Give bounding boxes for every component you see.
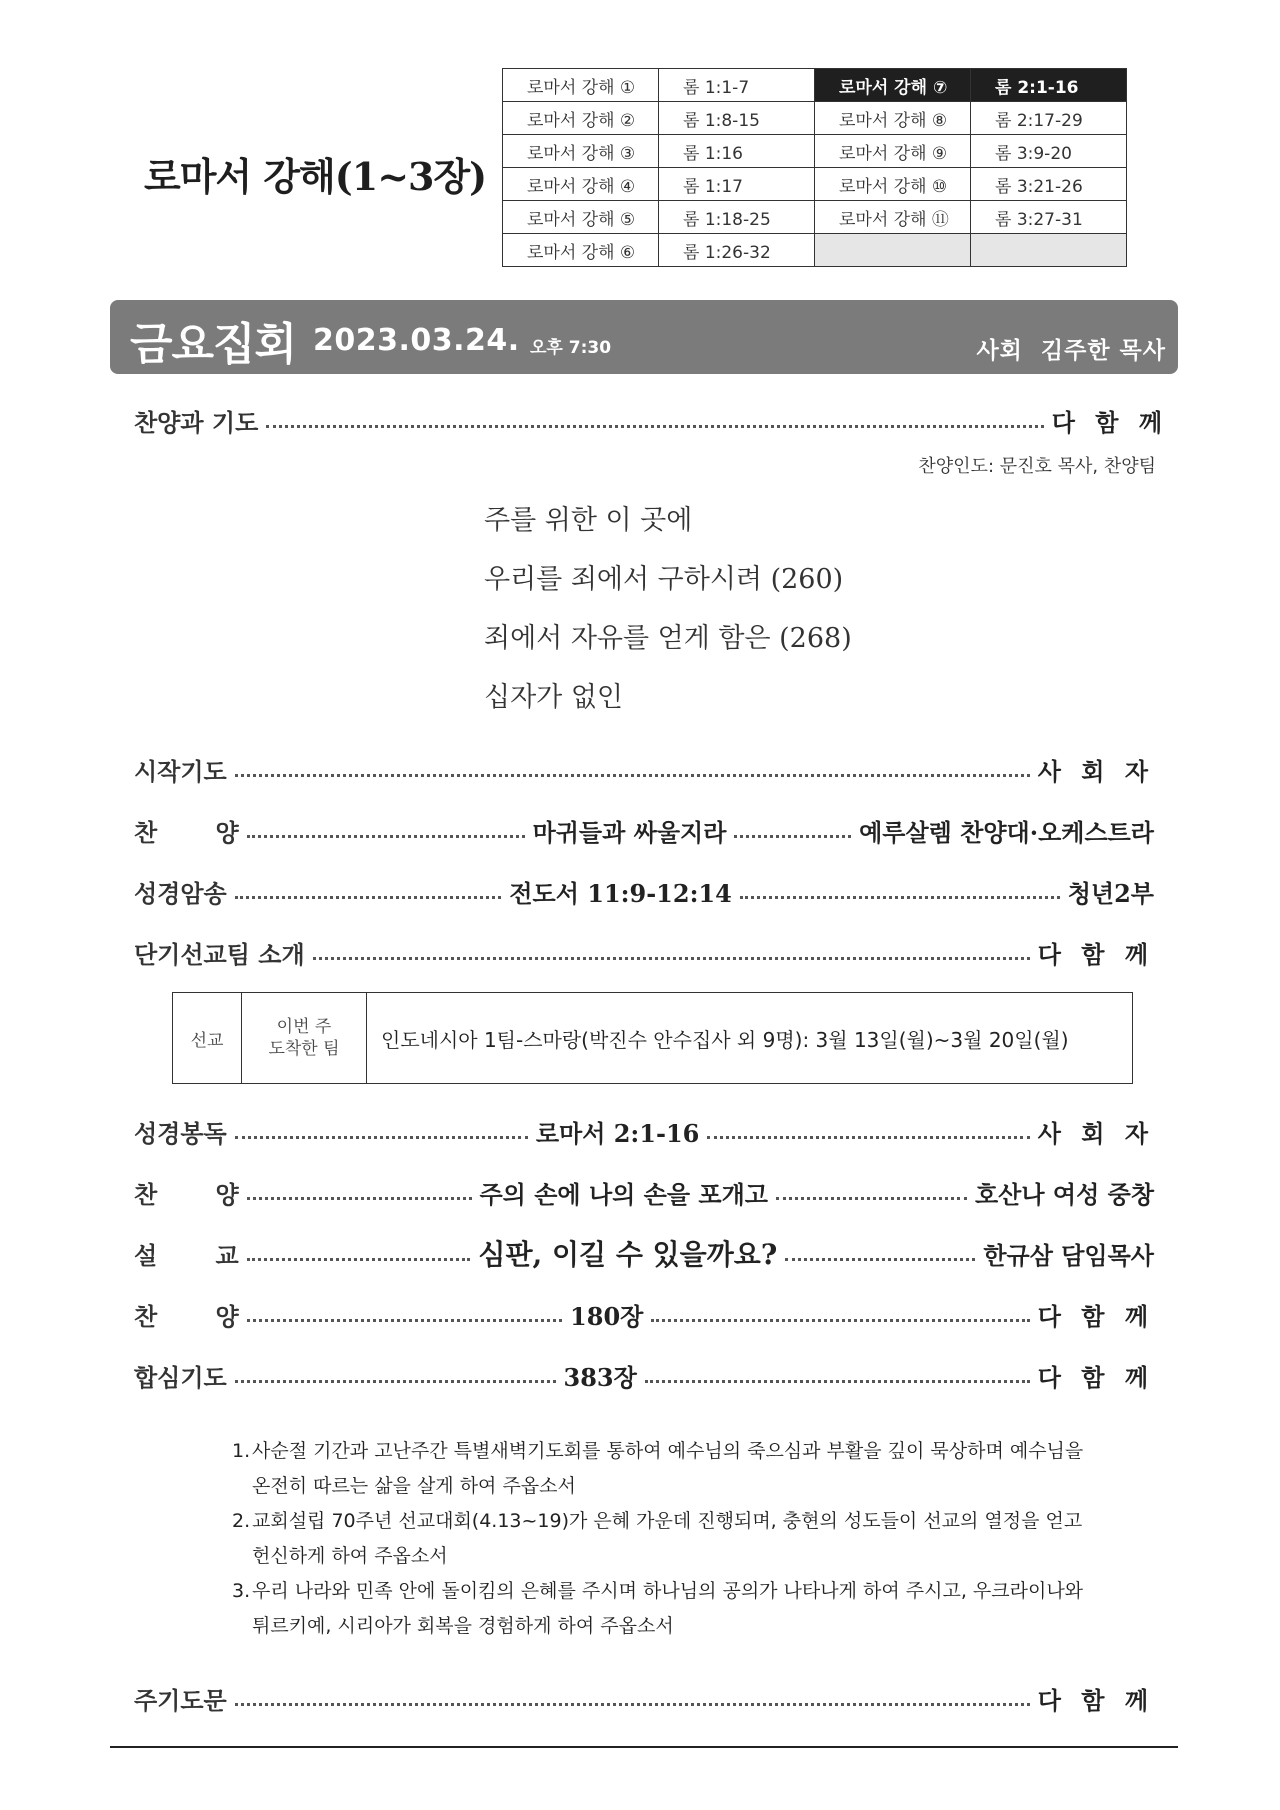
- table-cell: 로마서 강해 ①: [503, 69, 659, 102]
- prayer-number: 2.: [232, 1510, 251, 1532]
- order-right: 한규삼 담임목사: [983, 1240, 1154, 1270]
- order-label: 설 교: [134, 1240, 239, 1270]
- prayer-line: 튀르키예, 시리아가 회복을 경험하게 하여 주옵소서: [252, 1615, 674, 1637]
- order-right: 다 함 께: [1051, 407, 1168, 437]
- series-title: 로마서 강해(1~3장): [144, 154, 487, 199]
- table-cell: 로마서 강해 ⑤: [503, 201, 659, 234]
- table-cell: 롬 3:21-26: [971, 168, 1127, 201]
- table-row: [503, 102, 1127, 135]
- order-item-praise: [134, 1172, 1154, 1212]
- table-row: [173, 993, 1133, 1084]
- leader-dots: [247, 1258, 471, 1261]
- meeting-date: 2023.03.24.: [313, 323, 520, 358]
- table-cell: 롬 3:9-20: [971, 135, 1127, 168]
- order-item-lords-prayer: [134, 1678, 1154, 1718]
- leader-dots: [235, 1136, 528, 1139]
- series-table: [502, 68, 1127, 267]
- mission-detail: 인도네시아 1팀-스마랑(박진수 안수집사 외 9명): 3월 13일(월)~3월 20일(월): [367, 993, 1133, 1084]
- table-cell: 로마서 강해 ⑧: [815, 102, 971, 135]
- order-label: 찬양과 기도: [134, 407, 259, 437]
- order-middle: 로마서 2:1-16: [535, 1118, 700, 1148]
- order-label: 합심기도: [134, 1362, 227, 1392]
- order-right: 청년2부: [1067, 878, 1154, 908]
- table-cell: 롬 1:8-15: [659, 102, 815, 135]
- order-middle: 주의 손에 나의 손을 포개고: [479, 1179, 768, 1209]
- order-item-mission-intro: [134, 932, 1154, 972]
- prayer-item: [232, 1434, 1112, 1504]
- meeting-host: 사회 김주한 목사: [976, 338, 1166, 364]
- table-cell: 로마서 강해 ⑨: [815, 135, 971, 168]
- table-cell: 로마서 강해 ②: [503, 102, 659, 135]
- leader-dots: [266, 425, 1043, 428]
- table-row: [503, 234, 1127, 267]
- order-item-praise: [134, 1294, 1154, 1334]
- mission-status: [242, 993, 367, 1084]
- prayer-line: 우리 나라와 민족 안에 돌이킴의 은혜를 주시며 하나님의 공의가 나타나게 하여 주시고, 우크라이나와: [252, 1580, 1084, 1602]
- order-item-praise-prayer: [134, 400, 1168, 440]
- order-right: 다 함 께: [1037, 939, 1154, 969]
- table-row: [503, 201, 1127, 234]
- table-cell: 로마서 강해 ⑩: [815, 168, 971, 201]
- prayer-line: 헌신하게 하여 주옵소서: [252, 1545, 448, 1567]
- leader-dots: [235, 774, 1030, 777]
- table-row: [503, 168, 1127, 201]
- order-right: 예루살렘 찬양대·오케스트라: [859, 817, 1154, 847]
- order-item-unison-prayer: [134, 1355, 1154, 1395]
- order-middle: 마귀들과 싸울지라: [532, 817, 727, 847]
- meeting-name: 금요집회: [130, 319, 297, 370]
- leader-dots: [785, 1258, 975, 1261]
- meeting-time: 오후 7:30: [530, 338, 612, 358]
- table-cell: 롬 2:17-29: [971, 102, 1127, 135]
- table-cell: 로마서 강해 ⑥: [503, 234, 659, 267]
- meeting-header: [110, 300, 1178, 374]
- table-cell: 롬 1:16: [659, 135, 815, 168]
- leader-dots: [235, 896, 502, 899]
- mission-table: [172, 992, 1133, 1084]
- order-item-praise: [134, 810, 1154, 850]
- order-label: 성경봉독: [134, 1118, 227, 1148]
- table-cell: 롬 3:27-31: [971, 201, 1127, 234]
- order-label: 주기도문: [134, 1685, 227, 1715]
- sermon-title: 심판, 이길 수 있을까요?: [478, 1238, 778, 1271]
- leader-dots: [651, 1319, 1029, 1322]
- song-item: 죄에서 자유를 얻게 함은 (268): [484, 623, 852, 654]
- table-cell: 롬 1:18-25: [659, 201, 815, 234]
- prayer-item: [232, 1504, 1112, 1574]
- mission-status-line: 도착한 팀: [268, 1039, 340, 1059]
- order-label: 시작기도: [134, 756, 227, 786]
- order-label: 단기선교팀 소개: [134, 939, 305, 969]
- order-middle: 180장: [570, 1301, 644, 1331]
- leader-dots: [734, 835, 851, 838]
- order-label: 찬 양: [134, 817, 239, 847]
- prayer-number: 1.: [232, 1440, 251, 1462]
- table-cell-empty: [815, 234, 971, 267]
- table-cell: 롬 1:1-7: [659, 69, 815, 102]
- order-right: 사 회 자: [1037, 1118, 1154, 1148]
- prayer-number: 3.: [232, 1580, 251, 1602]
- praise-leader: 찬양인도: 문진호 목사, 찬양팀: [918, 456, 1156, 477]
- leader-dots: [235, 1380, 556, 1383]
- song-item: 우리를 죄에서 구하시려 (260): [484, 564, 844, 595]
- leader-dots: [235, 1703, 1030, 1706]
- order-right: 다 함 께: [1037, 1301, 1154, 1331]
- order-right: 다 함 께: [1037, 1685, 1154, 1715]
- table-cell: 롬 1:17: [659, 168, 815, 201]
- table-cell: 롬 1:26-32: [659, 234, 815, 267]
- bottom-divider: [110, 1746, 1178, 1748]
- order-middle: 383장: [563, 1362, 637, 1392]
- leader-dots: [247, 1197, 472, 1200]
- prayer-line: 교회설립 70주년 선교대회(4.13~19)가 은혜 가운데 진행되며, 충현의 성도들이 선교의 열정을 얻고: [252, 1510, 1083, 1532]
- mission-category: 선교: [173, 993, 242, 1084]
- leader-dots: [247, 1319, 562, 1322]
- table-row: [503, 135, 1127, 168]
- order-item-opening-prayer: [134, 749, 1154, 789]
- leader-dots: [313, 957, 1030, 960]
- table-cell-empty: [971, 234, 1127, 267]
- song-item: 주를 위한 이 곳에: [484, 505, 693, 536]
- mission-status-line: 이번 주: [276, 1017, 332, 1037]
- prayer-line: 온전히 따르는 삶을 살게 하여 주옵소서: [252, 1475, 576, 1497]
- order-right: 호산나 여성 중창: [975, 1179, 1154, 1209]
- table-row: [503, 69, 1127, 102]
- leader-dots: [247, 835, 525, 838]
- prayer-item: [232, 1574, 1112, 1644]
- order-label: 성경암송: [134, 878, 227, 908]
- order-right: 사 회 자: [1037, 756, 1154, 786]
- leader-dots: [776, 1197, 967, 1200]
- table-cell: 로마서 강해 ③: [503, 135, 659, 168]
- order-item-sermon: [134, 1233, 1154, 1273]
- order-middle: 전도서 11:9-12:14: [509, 878, 732, 908]
- order-item-scripture-reading: [134, 1111, 1154, 1151]
- leader-dots: [645, 1380, 1030, 1383]
- table-cell: 로마서 강해 ④: [503, 168, 659, 201]
- prayer-line: 사순절 기간과 고난주간 특별새벽기도회를 통하여 예수님의 죽으심과 부활을 깊이 묵상하며 예수님을: [252, 1440, 1084, 1462]
- table-cell: 로마서 강해 ⑪: [815, 201, 971, 234]
- song-item: 십자가 없인: [484, 682, 623, 713]
- order-label: 찬 양: [134, 1301, 239, 1331]
- order-label: 찬 양: [134, 1179, 239, 1209]
- leader-dots: [707, 1136, 1029, 1139]
- table-cell-current: 롬 2:1-16: [971, 69, 1127, 102]
- order-right: 다 함 께: [1037, 1362, 1154, 1392]
- order-item-recitation: [134, 871, 1154, 911]
- prayer-topics: [232, 1434, 1112, 1644]
- leader-dots: [740, 896, 1060, 899]
- table-cell-current: 로마서 강해 ⑦: [815, 69, 971, 102]
